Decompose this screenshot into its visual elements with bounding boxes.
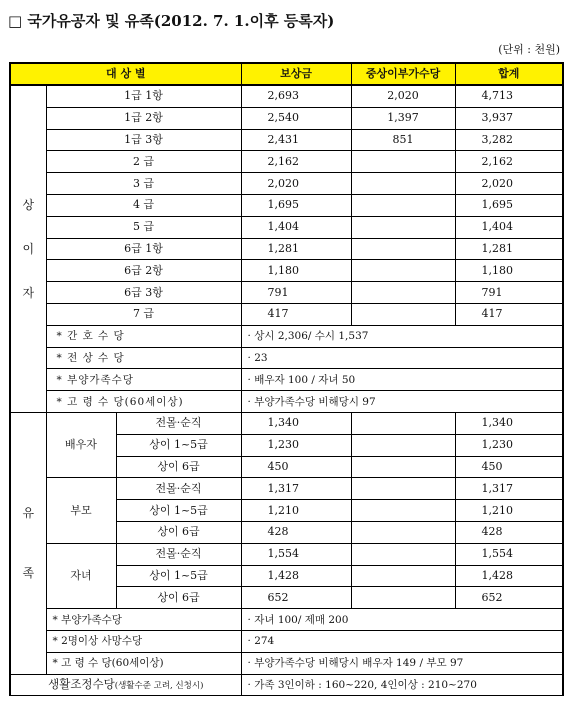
allowance-value: · 상시 2,306/ 수시 1,537 bbox=[241, 325, 563, 347]
allowance-label: * 2명이상 사망수당 bbox=[46, 630, 241, 652]
living-allowance-title: 생활조정수당 bbox=[48, 676, 115, 691]
extra-allowance-cell bbox=[351, 478, 455, 500]
table-row bbox=[10, 216, 563, 238]
extra-allowance-cell bbox=[351, 260, 455, 282]
extra-allowance-cell bbox=[351, 216, 455, 238]
compensation-cell: 2,020 bbox=[241, 173, 351, 195]
total-cell: 1,340 bbox=[455, 412, 563, 434]
header-compensation: 보상금 bbox=[241, 63, 351, 85]
extra-allowance-cell bbox=[351, 303, 455, 325]
total-cell: 3,937 bbox=[455, 107, 563, 129]
compensation-cell: 428 bbox=[241, 521, 351, 543]
group-label-bereaved bbox=[10, 412, 46, 674]
compensation-cell: 652 bbox=[241, 587, 351, 609]
relation-cell: 부모 bbox=[46, 478, 116, 543]
allowance-value: · 23 bbox=[241, 347, 563, 369]
allowance-label: * 부양가족수당 bbox=[46, 369, 241, 391]
total-cell: 1,180 bbox=[455, 260, 563, 282]
extra-allowance-cell: 2,020 bbox=[351, 85, 455, 107]
total-cell: 4,713 bbox=[455, 85, 563, 107]
allowance-value: · 부양가족수당 비해당시 배우자 149 / 부모 97 bbox=[241, 652, 563, 674]
group-label-char: 유 bbox=[22, 506, 35, 521]
allowance-row bbox=[10, 369, 563, 391]
type-cell: 전몰·순직 bbox=[116, 478, 241, 500]
header-extra-allowance: 중상이부가수당 bbox=[351, 63, 455, 85]
compensation-cell: 1,210 bbox=[241, 500, 351, 522]
grade-cell: 3 급 bbox=[46, 173, 241, 195]
extra-allowance-cell bbox=[351, 194, 455, 216]
compensation-cell: 1,554 bbox=[241, 543, 351, 565]
grade-cell: 1급 2항 bbox=[46, 107, 241, 129]
table-header-row bbox=[10, 63, 563, 85]
type-cell: 상이 1~5급 bbox=[116, 434, 241, 456]
allowance-value: · 배우자 100 / 자녀 50 bbox=[241, 369, 563, 391]
table-row bbox=[10, 129, 563, 151]
compensation-cell: 417 bbox=[241, 303, 351, 325]
total-cell: 1,554 bbox=[455, 543, 563, 565]
compensation-cell: 1,281 bbox=[241, 238, 351, 260]
grade-cell: 6급 2항 bbox=[46, 260, 241, 282]
total-cell: 1,695 bbox=[455, 194, 563, 216]
extra-allowance-cell bbox=[351, 412, 455, 434]
extra-allowance-cell bbox=[351, 434, 455, 456]
group-label-char: 자 bbox=[22, 285, 35, 300]
allowance-row bbox=[10, 325, 563, 347]
group-label-char: 상 bbox=[22, 197, 35, 212]
allowance-label: * 부양가족수당 bbox=[46, 609, 241, 631]
allowance-value: · 부양가족수당 비해당시 97 bbox=[241, 391, 563, 413]
grade-cell: 6급 1항 bbox=[46, 238, 241, 260]
total-cell: 1,230 bbox=[455, 434, 563, 456]
living-allowance-value: · 가족 3인이하 : 160~220, 4인이상 : 210~270 bbox=[241, 674, 563, 696]
extra-allowance-cell bbox=[351, 151, 455, 173]
extra-allowance-cell: 1,397 bbox=[351, 107, 455, 129]
allowance-row bbox=[10, 347, 563, 369]
allowance-label: * 전 상 수 당 bbox=[46, 347, 241, 369]
group-label-disabled bbox=[10, 85, 46, 412]
allowance-label: * 간 호 수 당 bbox=[46, 325, 241, 347]
type-cell: 상이 6급 bbox=[116, 521, 241, 543]
total-cell: 417 bbox=[455, 303, 563, 325]
header-total: 합계 bbox=[455, 63, 563, 85]
total-cell: 1,210 bbox=[455, 500, 563, 522]
table-row bbox=[10, 151, 563, 173]
compensation-cell: 2,162 bbox=[241, 151, 351, 173]
extra-allowance-cell bbox=[351, 565, 455, 587]
compensation-cell: 450 bbox=[241, 456, 351, 478]
extra-allowance-cell bbox=[351, 238, 455, 260]
table-row bbox=[10, 412, 563, 434]
type-cell: 상이 6급 bbox=[116, 456, 241, 478]
total-cell: 1,404 bbox=[455, 216, 563, 238]
group-label-char: 이 bbox=[22, 241, 35, 256]
table-row bbox=[10, 478, 563, 500]
compensation-cell: 1,317 bbox=[241, 478, 351, 500]
table-row bbox=[10, 282, 563, 304]
total-cell: 791 bbox=[455, 282, 563, 304]
allowance-value: · 274 bbox=[241, 630, 563, 652]
total-cell: 428 bbox=[455, 521, 563, 543]
total-cell: 652 bbox=[455, 587, 563, 609]
table-row bbox=[10, 543, 563, 565]
type-cell: 전몰·순직 bbox=[116, 412, 241, 434]
extra-allowance-cell bbox=[351, 543, 455, 565]
total-cell: 450 bbox=[455, 456, 563, 478]
compensation-cell: 2,431 bbox=[241, 129, 351, 151]
total-cell: 2,020 bbox=[455, 173, 563, 195]
extra-allowance-cell bbox=[351, 587, 455, 609]
grade-cell: 6급 3항 bbox=[46, 282, 241, 304]
table-row bbox=[10, 85, 563, 107]
compensation-cell: 2,693 bbox=[241, 85, 351, 107]
grade-cell: 5 급 bbox=[46, 216, 241, 238]
header-category: 대 상 별 bbox=[10, 63, 241, 85]
compensation-cell: 2,540 bbox=[241, 107, 351, 129]
table-row bbox=[10, 173, 563, 195]
type-cell: 상이 6급 bbox=[116, 587, 241, 609]
living-allowance-label bbox=[10, 674, 241, 696]
table-row bbox=[10, 303, 563, 325]
extra-allowance-cell: 851 bbox=[351, 129, 455, 151]
total-cell: 1,317 bbox=[455, 478, 563, 500]
total-cell: 1,428 bbox=[455, 565, 563, 587]
type-cell: 전몰·순직 bbox=[116, 543, 241, 565]
allowance-value: · 자녀 100/ 제매 200 bbox=[241, 609, 563, 631]
total-cell: 2,162 bbox=[455, 151, 563, 173]
living-allowance-note: (생활수준 고려, 신청시) bbox=[114, 680, 204, 691]
compensation-cell: 1,230 bbox=[241, 434, 351, 456]
total-cell: 1,281 bbox=[455, 238, 563, 260]
compensation-cell: 1,695 bbox=[241, 194, 351, 216]
extra-allowance-cell bbox=[351, 500, 455, 522]
extra-allowance-cell bbox=[351, 521, 455, 543]
total-cell: 3,282 bbox=[455, 129, 563, 151]
page-title: □ 국가유공자 및 유족(2012. 7. 1.이후 등록자) bbox=[8, 12, 335, 30]
table-row bbox=[10, 107, 563, 129]
grade-cell: 1급 1항 bbox=[46, 85, 241, 107]
group-label-char: 족 bbox=[22, 566, 35, 581]
living-allowance-row bbox=[10, 674, 563, 696]
relation-cell: 배우자 bbox=[46, 412, 116, 477]
compensation-cell: 791 bbox=[241, 282, 351, 304]
extra-allowance-cell bbox=[351, 456, 455, 478]
compensation-table bbox=[9, 62, 564, 696]
grade-cell: 4 급 bbox=[46, 194, 241, 216]
unit-label: (단위 : 천원) bbox=[498, 43, 560, 56]
table-row bbox=[10, 260, 563, 282]
grade-cell: 1급 3항 bbox=[46, 129, 241, 151]
relation-cell: 자녀 bbox=[46, 543, 116, 608]
type-cell: 상이 1~5급 bbox=[116, 565, 241, 587]
compensation-cell: 1,340 bbox=[241, 412, 351, 434]
table-row bbox=[10, 194, 563, 216]
allowance-row bbox=[10, 391, 563, 413]
allowance-row bbox=[10, 630, 563, 652]
allowance-label: * 고 령 수 당(60세이상) bbox=[46, 652, 241, 674]
extra-allowance-cell bbox=[351, 173, 455, 195]
compensation-cell: 1,404 bbox=[241, 216, 351, 238]
type-cell: 상이 1~5급 bbox=[116, 500, 241, 522]
allowance-row bbox=[10, 609, 563, 631]
compensation-cell: 1,428 bbox=[241, 565, 351, 587]
grade-cell: 2 급 bbox=[46, 151, 241, 173]
table-row bbox=[10, 238, 563, 260]
extra-allowance-cell bbox=[351, 282, 455, 304]
grade-cell: 7 급 bbox=[46, 303, 241, 325]
allowance-row bbox=[10, 652, 563, 674]
compensation-cell: 1,180 bbox=[241, 260, 351, 282]
allowance-label: * 고 령 수 당(60세이상) bbox=[46, 391, 241, 413]
